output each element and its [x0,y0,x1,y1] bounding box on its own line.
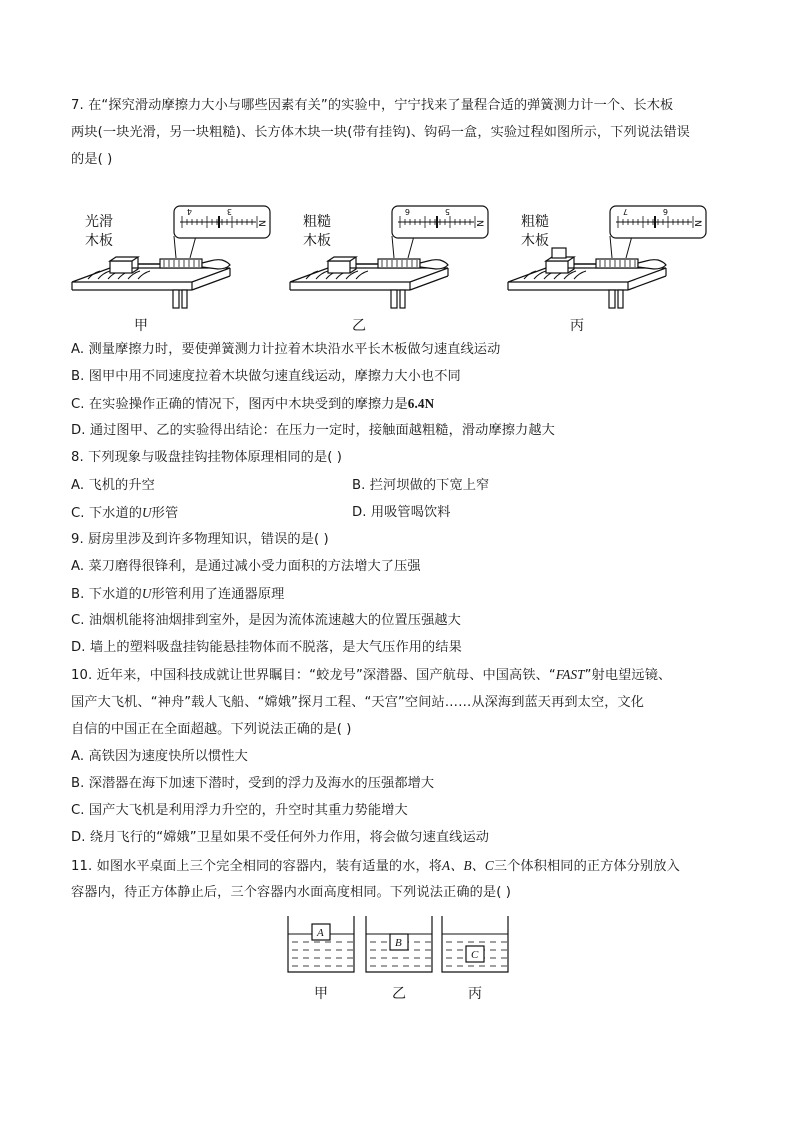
q9-option-a: A. 菜刀磨得很锋利，是通过减小受力面积的方法增大了压强 [71,559,421,574]
board-label: 木板 [521,233,549,249]
board-label: 光滑 [85,214,113,230]
q8-option-c [71,504,178,523]
table-leg [182,290,187,308]
board-label: 粗糙 [303,214,331,230]
q7-friction-figure [60,200,750,340]
hand-icon [638,260,666,269]
wood-block [110,261,132,273]
q7-option-c-text: C. 在实验操作正确的情况下，图丙中木块受到的摩擦力是 [71,397,408,412]
callout-line [408,236,414,258]
q8-option-c-u: U [142,505,152,520]
table-leg [609,290,615,308]
board-label: 木板 [303,233,331,249]
q10-option-a: A. 高铁因为速度快所以惯性大 [71,749,248,764]
dial-number: 3 [226,207,232,216]
cube-label: C [471,949,479,961]
q10-option-d: D. 绕月飞行的“嫦娥”卫星如果不受任何外力作用，将会做匀速直线运动 [71,830,490,845]
hand-icon [420,260,448,269]
q11-abc: A、B、C [442,858,494,873]
panel-caption: 丙 [570,318,584,334]
q9-option-b-text: B. 下水道的 [71,587,142,602]
callout-line [626,236,632,258]
q9-option-d: D. 墙上的塑料吸盘挂钩能悬挂物体而不脱落，是大气压作用的结果 [71,640,462,655]
callout-line [392,236,394,258]
q10-stem-line-1-post: ”射电望远镜、 [584,668,672,683]
q10-stem-line-1-pre: 10. 近年来，中国科技成就让世界瞩目：“蛟龙号”深潜器、国产航母、中国高铁、“ [71,668,556,683]
weight-hook [552,248,566,258]
q7-stem-line-1: 7. 在“探究滑动摩擦力大小与哪些因素有关”的实验中，宁宁找来了量程合适的弹簧测力计一个、长木板 [71,98,674,113]
q11-containers-figure [280,912,520,1004]
container [288,916,354,1002]
dial-unit: N [474,220,484,227]
q9-option-b [71,585,284,604]
callout-line [190,236,196,258]
dial-number: 4 [186,207,192,216]
q11-stem-line-1-post: 三个体积相同的正方体分别放入 [493,859,680,874]
q7-stem-line-2: 两块(一块光滑，另一块粗糙)、长方体木块一块(带有挂钩)、钩码一盒，实验过程如图所示，下列说法错误 [71,125,690,140]
q7-option-b: B. 图甲中用不同速度拉着木块做匀速直线运动，摩擦力大小也不同 [71,369,461,384]
cube-label: B [395,937,402,949]
table-leg [400,290,405,308]
callout-line [174,236,176,258]
q11-stem-line-1 [71,857,680,876]
q8-option-d: D. 用吸管喝饮料 [352,505,451,520]
panel-caption: 甲 [134,318,148,334]
container [366,916,432,1002]
table-leg [173,290,179,308]
table-top [72,268,230,282]
q7-option-c-value: 6.4N [407,396,435,411]
wood-block-top [328,257,356,261]
container-caption: 丙 [468,986,482,1002]
board-label: 粗糙 [521,214,549,230]
friction-panel [72,206,270,334]
q7-stem-line-3: 的是( ) [71,152,113,167]
q7-option-a: A. 测量摩擦力时，要使弹簧测力计拉着木块沿水平长木板做匀速直线运动 [71,342,501,357]
dial-pointer [654,216,656,228]
table-top [290,268,448,282]
container-caption: 乙 [392,986,406,1002]
container [442,916,508,1002]
wood-block [328,261,350,273]
q9-stem: 9. 厨房里涉及到许多物理知识，错误的是( ) [71,532,329,547]
q10-fast: FAST [555,667,585,682]
dial-unit: N [692,220,702,227]
q11-stem-line-1-pre: 11. 如图水平桌面上三个完全相同的容器内，装有适量的水，将 [71,859,443,874]
q7-option-d: D. 通过图甲、乙的实验得出结论：在压力一定时，接触面越粗糙，滑动摩擦力越大 [71,423,555,438]
dial-number: 7 [622,207,628,216]
q8-option-c-post: 形管 [151,506,179,521]
dial-pointer [218,216,220,228]
q9-option-b-u: U [141,586,152,601]
wood-block-top [110,257,138,261]
q10-option-b: B. 深潜器在海下加速下潜时，受到的浮力及海水的压强都增大 [71,776,435,791]
container-caption: 甲 [314,986,328,1002]
spring-scale [596,259,638,268]
spring-scale [160,259,202,268]
q8-option-c-text: C. 下水道的 [71,506,143,521]
q10-stem-line-3: 自信的中国正在全面超越。下列说法正确的是( ) [71,722,352,737]
container-wall [442,916,508,972]
callout-line [610,236,612,258]
friction-panel [508,206,706,334]
q10-option-c: C. 国产大飞机是利用浮力升空的，升空时其重力势能增大 [71,803,408,818]
spring-scale [378,259,420,268]
q10-stem-line-1 [71,666,671,685]
dial-number: 6 [662,207,668,216]
dial-pointer [436,216,438,228]
dial-number: 6 [404,207,410,216]
q8-option-a: A. 飞机的升空 [71,478,155,493]
q7-option-c [71,395,434,414]
table-leg [391,290,397,308]
q9-option-c: C. 油烟机能将油烟排到室外，是因为流体流速越大的位置压强越大 [71,613,461,628]
friction-panel [290,206,488,334]
hand-icon [202,260,230,269]
q11-stem-line-2: 容器内，待正方体静止后，三个容器内水面高度相同。下列说法正确的是( ) [71,885,511,900]
panel-caption: 乙 [352,318,366,334]
board-label: 木板 [85,233,113,249]
table-leg [618,290,623,308]
q10-stem-line-2: 国产大飞机、“神舟”载人飞船、“嫦娥”探月工程、“天宫”空间站……从深海到蓝天再到太空，文化 [71,695,645,710]
wood-block [546,261,568,273]
q8-stem: 8. 下列现象与吸盘挂钩挂物体原理相同的是( ) [71,450,343,465]
dial-unit: N [256,220,266,227]
cube-label: A [317,927,324,939]
q9-option-b-post: 形管利用了连通器原理 [151,587,285,602]
q8-option-b: B. 拦河坝做的下宽上窄 [352,478,490,493]
table-top [508,268,666,282]
dial-number: 5 [444,207,450,216]
